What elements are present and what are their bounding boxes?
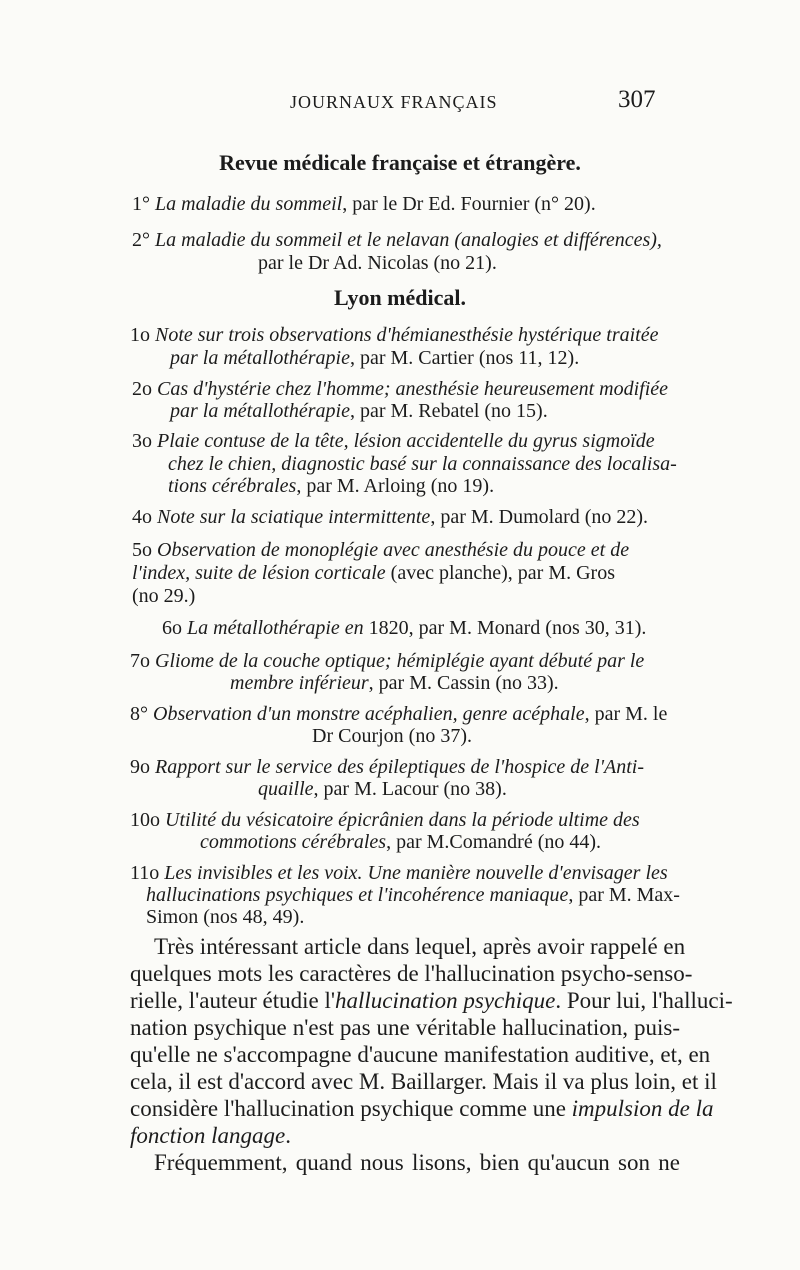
list-item: 6o La métallothérapie en 1820, par M. Monard (nos 30, 31). <box>162 617 647 639</box>
list-item: 4o Note sur la sciatique intermittente, par M. Dumolard (no 22). <box>132 506 649 528</box>
list-item-line: par la métallothérapie, par M. Rebatel (no 15). <box>170 400 548 422</box>
list-item-line: par le Dr Ad. Nicolas (no 21). <box>258 252 497 274</box>
list-item-line: membre inférieur, par M. Cassin (no 33). <box>230 672 559 694</box>
list-item: 11o Les invisibles et les voix. Une manière nouvelle d'envisager les <box>130 862 668 884</box>
page-header <box>0 86 800 120</box>
paragraph-line: quelques mots les caractères de l'hallucination psycho-senso- <box>130 961 693 986</box>
list-item-line: Dr Courjon (no 37). <box>312 725 472 747</box>
list-item: 2o Cas d'hystérie chez l'homme; anesthésie heureusement modifiée <box>132 378 669 400</box>
list-item: 7o Gliome de la couche optique; hémiplégie ayant débuté par le <box>130 650 645 672</box>
list-item: 9o Rapport sur le service des épileptiques de l'hospice de l'Anti- <box>130 756 644 778</box>
list-item-line: commotions cérébrales, par M.Comandré (no 44). <box>200 831 602 853</box>
list-item-line: hallucinations psychiques et l'incohérence maniaque, par M. Max- <box>146 884 680 906</box>
page-number: 307 <box>618 86 656 113</box>
list-item-line: Simon (nos 48, 49). <box>146 906 305 928</box>
list-item: 1o Note sur trois observations d'hémianesthésie hystérique traitée <box>130 324 659 346</box>
list-item: 5o Observation de monoplégie avec anesthésie du pouce et de <box>132 539 630 561</box>
list-item-line: (no 29.) <box>132 585 196 607</box>
section-title: Revue médicale française et étrangère. <box>219 150 581 175</box>
list-item-line: tions cérébrales, par M. Arloing (no 19). <box>168 475 495 497</box>
list-item-line: par la métallothérapie, par M. Cartier (nos 11, 12). <box>170 347 580 369</box>
section-title: Lyon médical. <box>333 285 466 310</box>
list-item-line: chez le chien, diagnostic basé sur la connaissance des localisa- <box>168 453 677 475</box>
list-item: 2° La maladie du sommeil et le nelavan (analogies et différences), <box>132 229 662 251</box>
paragraph-line: nation psychique n'est pas une véritable hallucination, puis- <box>130 1015 680 1040</box>
paragraph-line: rielle, l'auteur étudie l'hallucination psychique. Pour lui, l'halluci- <box>130 988 733 1013</box>
list-item-line: l'index, suite de lésion corticale (avec planche), par M. Gros <box>132 562 616 584</box>
list-item: 1° La maladie du sommeil, par le Dr Ed. Fournier (n° 20). <box>132 193 596 215</box>
list-item-line: quaille, par M. Lacour (no 38). <box>258 778 507 800</box>
paragraph-line: considère l'hallucination psychique comme une impulsion de la <box>130 1096 714 1121</box>
list-item: 3o Plaie contuse de la tête, lésion accidentelle du gyrus sigmoïde <box>132 430 655 452</box>
list-item: 10o Utilité du vésicatoire épicrânien dans la période ultime des <box>130 809 640 831</box>
paragraph-line: fonction langage. <box>130 1123 291 1148</box>
paragraph-line: qu'elle ne s'accompagne d'aucune manifestation auditive, et, en <box>130 1042 711 1067</box>
list-item: 8° Observation d'un monstre acéphalien, genre acéphale, par M. le <box>130 703 668 725</box>
running-head: JOURNAUX FRANÇAIS <box>290 92 498 112</box>
paragraph-line: Fréquemment, quand nous lisons, bien qu'aucun son ne <box>154 1150 680 1175</box>
paragraph-line: cela, il est d'accord avec M. Baillarger. Mais il va plus loin, et il <box>130 1069 717 1094</box>
paragraph-line: Très intéressant article dans lequel, après avoir rappelé en <box>154 934 686 959</box>
